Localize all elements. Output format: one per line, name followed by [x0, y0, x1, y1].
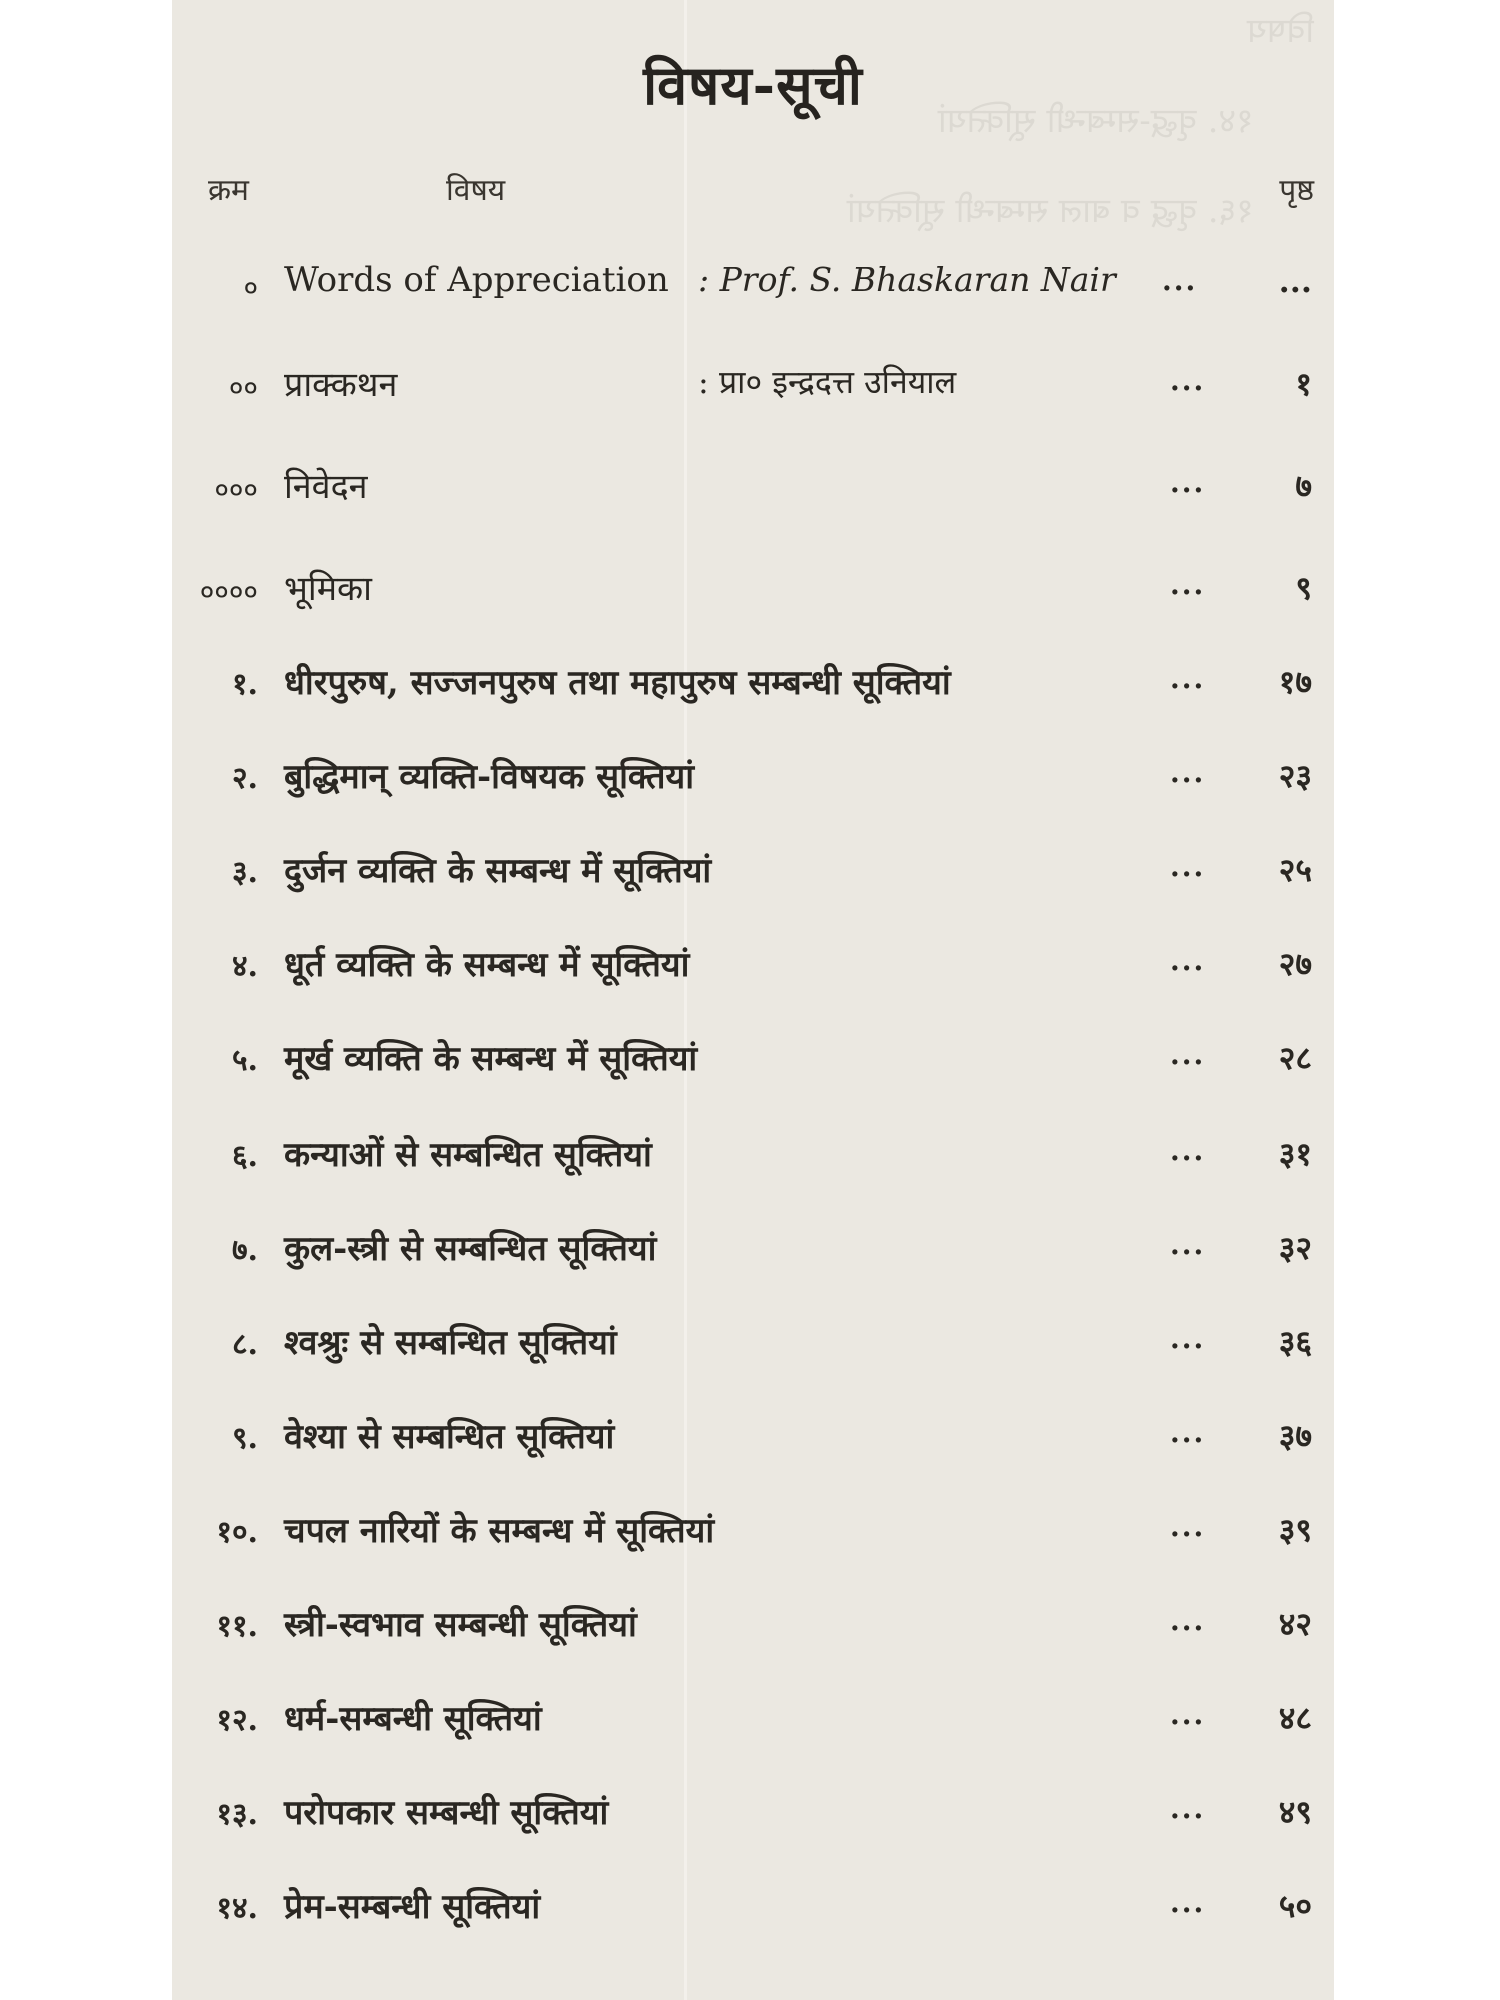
- entry-number: १.: [231, 667, 258, 702]
- entry-number: ५.: [231, 1043, 258, 1078]
- entry-number: १४.: [216, 1891, 258, 1926]
- entry-title: धर्म-सम्बन्धी सूक्तियां: [284, 1699, 542, 1739]
- toc-entry: [172, 458, 1334, 518]
- entry-number: ०: [243, 271, 258, 304]
- toc-entry: [172, 1314, 1334, 1374]
- entry-page: ३६: [1278, 1323, 1312, 1361]
- leader-dots: ...: [1162, 264, 1198, 297]
- entry-title: निवेदन: [284, 467, 368, 507]
- toc-entry: [172, 560, 1334, 620]
- leader-dots: ...: [1170, 466, 1206, 499]
- toc-entry: [172, 1126, 1334, 1186]
- entry-title: श्वश्रुः से सम्बन्धित सूक्तियां: [284, 1323, 617, 1363]
- entry-page: ९: [1295, 569, 1312, 607]
- entry-page: ३१: [1278, 1135, 1312, 1173]
- entry-title: कुल-स्त्री से सम्बन्धित सूक्तियां: [284, 1229, 657, 1269]
- leader-dots: ...: [1170, 756, 1206, 789]
- toc-entry: [172, 1596, 1334, 1656]
- leader-dots: ...: [1170, 568, 1206, 601]
- entry-title: प्रेम-सम्बन्धी सूक्तियां: [284, 1887, 541, 1927]
- entry-number: ३.: [231, 855, 258, 890]
- toc-entry: [172, 1220, 1334, 1280]
- entry-page: १: [1295, 365, 1312, 403]
- entry-title: परोपकार सम्बन्धी सूक्तियां: [284, 1793, 609, 1833]
- entry-page: २८: [1278, 1039, 1312, 1077]
- entry-page: २३: [1278, 757, 1312, 795]
- leader-dots: ...: [1170, 1604, 1206, 1637]
- leader-dots: ...: [1170, 1228, 1206, 1261]
- entry-page: २५: [1278, 851, 1312, 889]
- entry-page: ३९: [1278, 1511, 1312, 1549]
- toc-entry: [172, 842, 1334, 902]
- leader-dots: ...: [1170, 1698, 1206, 1731]
- column-header-number: क्रम: [208, 173, 249, 208]
- leader-dots: ...: [1170, 1792, 1206, 1825]
- toc-entry: [172, 356, 1334, 416]
- leader-dots: ...: [1170, 1038, 1206, 1071]
- column-header-page: पृष्ठ: [1279, 173, 1314, 208]
- leader-dots: ...: [1170, 1886, 1206, 1919]
- toc-entry: [172, 256, 1334, 316]
- toc-entry: [172, 748, 1334, 808]
- entry-title: Words of Appreciation: [284, 260, 669, 300]
- toc-entry: [172, 936, 1334, 996]
- entry-number: ७.: [231, 1233, 258, 1268]
- toc-entry: [172, 1408, 1334, 1468]
- entry-title: मूर्ख व्यक्ति के सम्बन्ध में सूक्तियां: [284, 1039, 698, 1079]
- entry-page: ३२: [1278, 1229, 1312, 1267]
- page-title: विषय-सूची: [643, 53, 863, 117]
- entry-number: ००: [228, 371, 258, 404]
- entry-title: दुर्जन व्यक्ति के सम्बन्ध में सूक्तियां: [284, 851, 712, 891]
- entry-number: ९.: [231, 1421, 258, 1456]
- entry-title: प्राक्कथन: [284, 365, 398, 405]
- entry-title: बुद्धिमान् व्यक्ति-विषयक सूक्तियां: [284, 757, 695, 797]
- toc-entry: [172, 1878, 1334, 1938]
- entry-number: ६.: [231, 1139, 258, 1174]
- leader-dots: ...: [1170, 1322, 1206, 1355]
- entry-number: ०००: [214, 473, 258, 506]
- entry-author: : प्रा० इन्द्रदत्त उनियाल: [698, 363, 957, 401]
- entry-title: धूर्त व्यक्ति के सम्बन्ध में सूक्तियां: [284, 945, 690, 985]
- leader-dots: ...: [1170, 662, 1206, 695]
- entry-number: ००००: [199, 575, 258, 608]
- entry-page: १७: [1278, 663, 1312, 701]
- entry-page: ५०: [1278, 1887, 1312, 1925]
- leader-dots: ...: [1170, 944, 1206, 977]
- entry-number: १२.: [216, 1703, 258, 1738]
- entry-page: ...: [1278, 262, 1312, 300]
- leader-dots: ...: [1170, 850, 1206, 883]
- leader-dots: ...: [1170, 1416, 1206, 1449]
- entry-page: २७: [1278, 945, 1312, 983]
- entry-page: ४९: [1278, 1793, 1312, 1831]
- entry-title: चपल नारियों के सम्बन्ध में सूक्तियां: [284, 1511, 715, 1551]
- toc-entry: [172, 1502, 1334, 1562]
- entry-page: ३७: [1278, 1417, 1312, 1455]
- entry-title: स्त्री-स्वभाव सम्बन्धी सूक्तियां: [284, 1605, 637, 1645]
- entry-author: : Prof. S. Bhaskaran Nair: [698, 260, 1116, 299]
- bleed-through-text: विषय: [1246, 11, 1314, 51]
- entry-page: ४२: [1278, 1605, 1312, 1643]
- bleed-through-text: १६. वृद्ध व बाल सम्बन्धी सूक्तियां: [847, 191, 1254, 231]
- entry-number: १३.: [216, 1797, 258, 1832]
- toc-entry: [172, 1030, 1334, 1090]
- column-header-subject: विषय: [446, 173, 506, 208]
- leader-dots: ...: [1170, 364, 1206, 397]
- entry-title: भूमिका: [284, 569, 372, 609]
- entry-page: ७: [1295, 467, 1312, 505]
- entry-number: ८.: [231, 1327, 258, 1362]
- entry-number: २.: [231, 761, 258, 796]
- toc-entry: [172, 1690, 1334, 1750]
- entry-number: ४.: [231, 949, 258, 984]
- entry-title: कन्याओं से सम्बन्धित सूक्तियां: [284, 1135, 652, 1175]
- book-page: [172, 0, 1334, 2000]
- entry-title: धीरपुरुष, सज्जनपुरुष तथा महापुरुष सम्बन्धी सूक्तियां: [284, 663, 951, 703]
- entry-title: वेश्या से सम्बन्धित सूक्तियां: [284, 1417, 615, 1457]
- leader-dots: ...: [1170, 1510, 1206, 1543]
- entry-page: ४८: [1278, 1699, 1312, 1737]
- entry-number: ११.: [216, 1609, 258, 1644]
- bleed-through-text: १४. वृद्ध-सम्बन्धी सूक्तियां: [938, 101, 1254, 141]
- toc-entry: [172, 1784, 1334, 1844]
- entry-number: १०.: [216, 1515, 258, 1550]
- toc-entry: [172, 654, 1334, 714]
- leader-dots: ...: [1170, 1134, 1206, 1167]
